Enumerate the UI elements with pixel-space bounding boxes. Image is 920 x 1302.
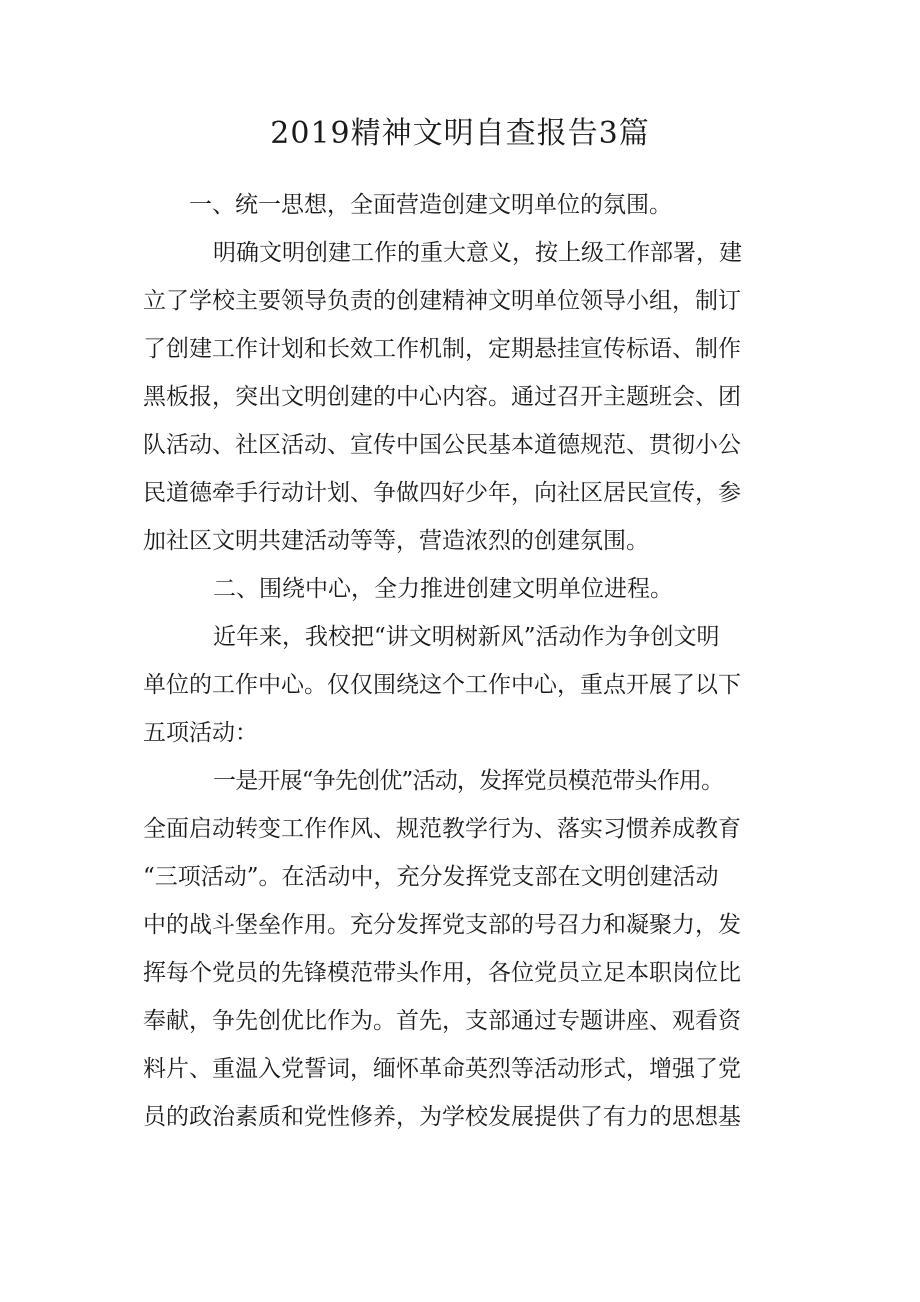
paragraph-line: 明确文明创建工作的重大意义，按上级工作部署，建: [213, 240, 742, 266]
paragraph-line: 料片、重温入党誓词，缅怀革命英烈等活动形式，增强了党: [143, 1056, 741, 1082]
paragraph-line: 黑板报，突出文明创建的中心内容。通过召开主题班会、团: [143, 384, 741, 410]
paragraph-line: 民道德牵手行动计划、争做四好少年，向社区居民宣传，参: [143, 480, 741, 506]
document-title: 2019精神文明自查报告3篇: [270, 116, 650, 151]
paragraph-line: “三项活动”。在活动中，充分发挥党支部在文明创建活动: [143, 864, 719, 890]
paragraph-line: 单位的工作中心。仅仅围绕这个工作中心，重点开展了以下: [143, 672, 741, 698]
paragraph-line: 了创建工作计划和长效工作机制，定期悬挂宣传标语、制作: [143, 336, 741, 362]
paragraph-line: 五项活动：: [143, 720, 258, 746]
paragraph-line: 挥每个党员的先锋模范带头作用，各位党员立足本职岗位比: [143, 960, 741, 986]
paragraph-line: 队活动、社区活动、宣传中国公民基本道德规范、贯彻小公: [143, 432, 741, 458]
section-heading-1: 一、统一思想，全面营造创建文明单位的氛围。: [189, 192, 672, 218]
document-body: [143, 181, 783, 1141]
paragraph-line: 全面启动转变工作作风、规范教学行为、落实习惯养成教育: [143, 816, 741, 842]
paragraph-line: 加社区文明共建活动等等，营造浓烈的创建氛围。: [143, 528, 649, 554]
paragraph-line: 奉献，争先创优比作为。首先，支部通过专题讲座、观看资: [143, 1008, 741, 1034]
paragraph-line: 近年来，我校把“讲文明树新风”活动作为争创文明: [213, 624, 720, 650]
paragraph-line: 一是开展“争先创优”活动，发挥党员模范带头作用。: [213, 768, 724, 794]
paragraph-line: 立了学校主要领导负责的创建精神文明单位领导小组，制订: [143, 288, 741, 314]
section-heading-2: 二、围绕中心，全力推进创建文明单位进程。: [213, 576, 673, 602]
paragraph-line: 员的政治素质和党性修养，为学校发展提供了有力的思想基: [143, 1104, 741, 1130]
paragraph-line: 中的战斗堡垒作用。充分发挥党支部的号召力和凝聚力，发: [143, 912, 741, 938]
